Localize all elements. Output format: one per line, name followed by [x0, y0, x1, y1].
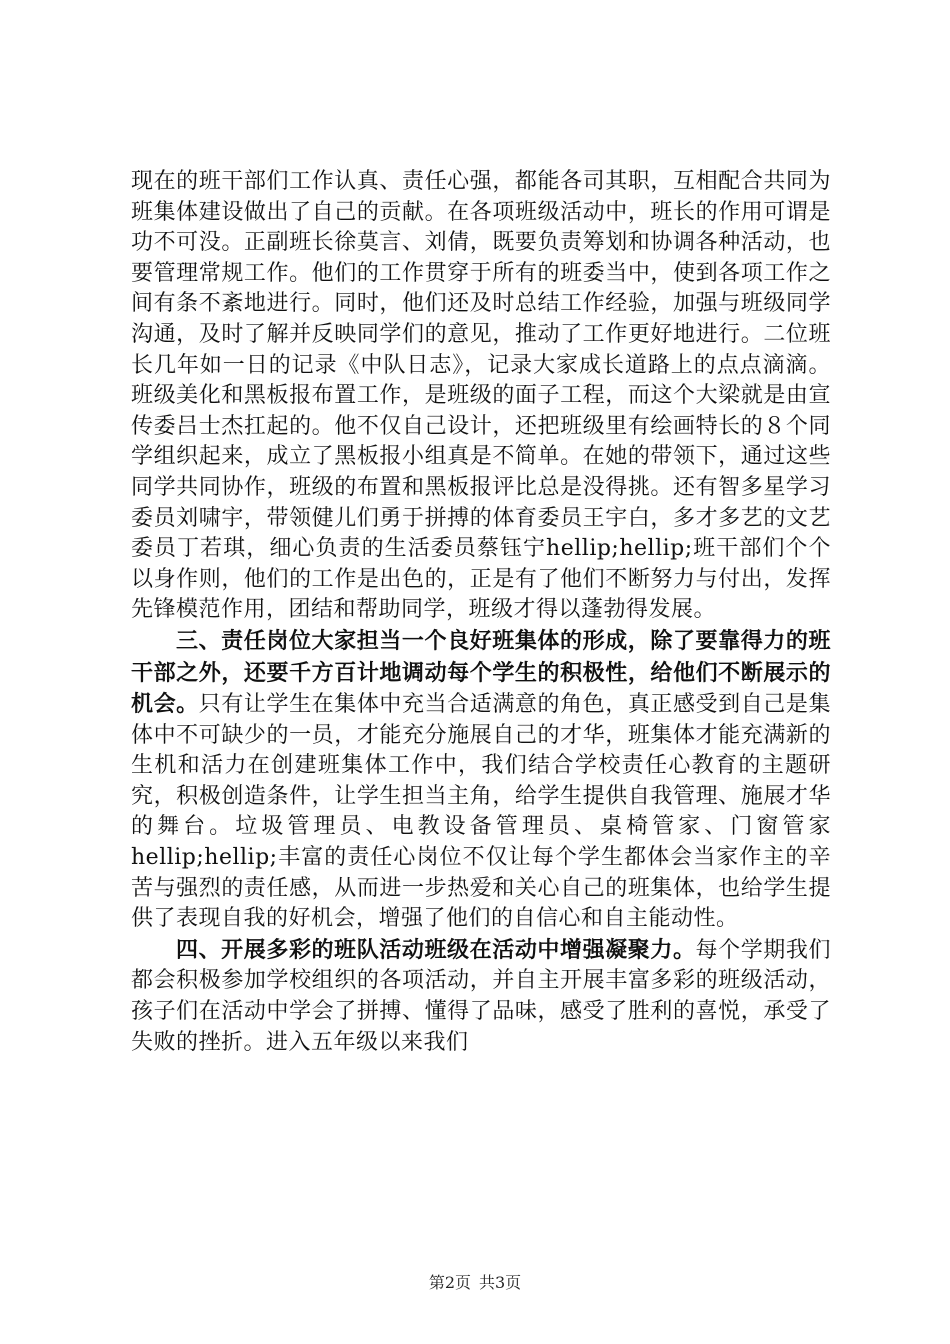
page-footer	[0, 1273, 950, 1293]
paragraph-responsibility-posts	[131, 626, 831, 935]
paragraph-lead: 三、责任岗位大家担当一个良好班集体的形成，除了要靠得力的班干部之外，还要千方百计地调动每个学生的积极性，给他们不断展示的机会。	[131, 627, 831, 718]
paragraph-lead: 四、开展多彩的班队活动班级在活动中增强凝聚力。	[176, 936, 696, 963]
paragraph-class-activities	[131, 935, 831, 1058]
page-number: 第2页	[428, 1273, 471, 1292]
document-body	[131, 166, 831, 1058]
paragraph-class-cadres	[131, 166, 831, 626]
page-total: 共3页	[479, 1273, 522, 1292]
paragraph-text: 只有让学生在集体中充当合适满意的角色，真正感受到自己是集体中不可缺少的一员，才能充分施展自己的才华，班集体才能充满新的生机和活力在创建班集体工作中，我们结合学校责任心教育的主题研究，积极创造条件，让学生担当主角，给学生提供自我管理、施展才华的舞台。垃圾管理员、电教设备管理员、桌椅管家、门窗管家hellip;hellip;丰富的责任心岗位不仅让每个学生都体会当家作主的辛苦与强烈的责任感，从而进一步热爱和关心自己的班集体，也给学生提供了表现自我的好机会，增强了他们的自信心和自主能动性。	[131, 692, 831, 932]
paragraph-text: 每个学期我们都会积极参加学校组织的各项活动，并自主开展丰富多彩的班级活动，孩子们在活动中学会了拼搏、懂得了品味，感受了胜利的喜悦，承受了失败的挫折。进入五年级以来我们	[131, 937, 831, 1055]
paragraph-text: 现在的班干部们工作认真、责任心强，都能各司其职，互相配合共同为班集体建设做出了自己的贡献。在各项班级活动中，班长的作用可谓是功不可没。正副班长徐莫言、刘倩，既要负责筹划和协调各种活动，也要管理常规工作。他们的工作贯穿于所有的班委当中，使到各项工作之间有条不紊地进行。同时，他们还及时总结工作经验，加强与班级同学沟通，及时了解并反映同学们的意见，推动了工作更好地进行。二位班长几年如一日的记录《中队日志》，记录大家成长道路上的点点滴滴。班级美化和黑板报布置工作，是班级的面子工程，而这个大梁就是由宣传委吕士杰扛起的。他不仅自己设计，还把班级里有绘画特长的８个同学组织起来，成立了黑板报小组真是不简单。在她的带领下，通过这些同学共同协作，班级的布置和黑板报评比总是没得挑。还有智多星学习委员刘啸宇，带领健儿们勇于拼搏的体育委员王宇白，多才多艺的文艺委员丁若琪，细心负责的生活委员蔡钰宁hellip;hellip;班干部们个个以身作则，他们的工作是出色的，正是有了他们不断努力与付出，发挥先锋模范作用，团结和帮助同学，班级才得以蓬勃得发展。	[131, 169, 831, 623]
